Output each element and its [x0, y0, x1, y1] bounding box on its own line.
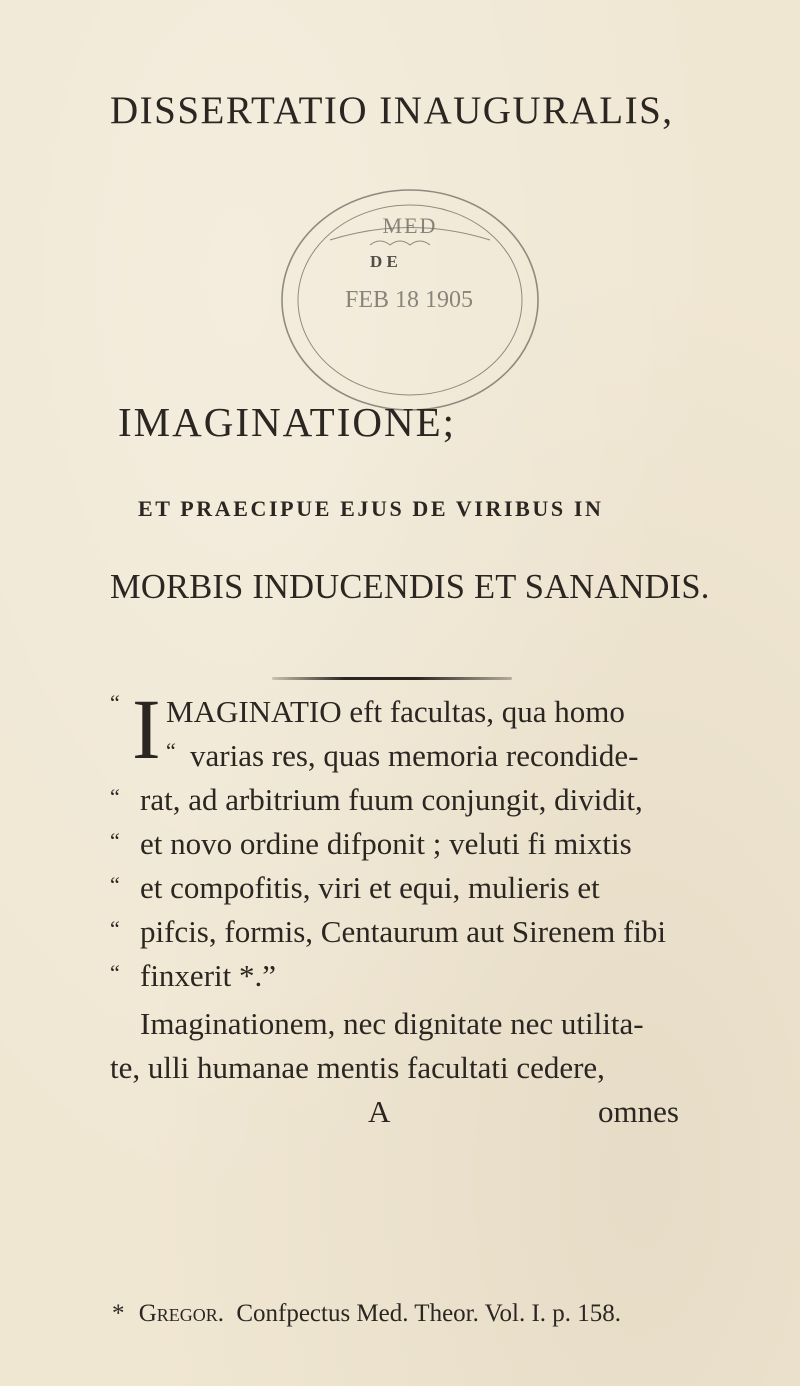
stamp-de: D E — [370, 252, 398, 271]
subtitle-line-1: ET PRAECIPUE EJUS DE VIRIBUS IN — [138, 496, 604, 521]
body-line-2: varias res, quas memoria recondide- — [190, 738, 639, 773]
body-line-1: MAGINATIO eft facultas, qua homo — [166, 694, 625, 729]
quote-mark: “ — [110, 784, 120, 809]
footnote-text: Confpectus Med. Theor. Vol. I. p. 158. — [236, 1300, 622, 1327]
title-line-dissertatio: DISSERTATIO INAUGURALIS, — [110, 89, 674, 132]
stamp-top-text: MED — [382, 213, 438, 238]
body-line-4: et novo ordine difponit ; veluti fi mixtis — [140, 826, 632, 861]
signature-mark: A — [368, 1094, 391, 1129]
footnote-author: Gregor. — [138, 1300, 225, 1327]
body-line-7: finxerit *.” — [140, 958, 277, 993]
stamp-date: FEB 18 1905 — [345, 287, 474, 313]
subtitle-line-2: MORBIS INDUCENDIS ET SANANDIS. — [110, 568, 710, 606]
body-line-3: rat, ad arbitrium fuum conjungit, dividit, — [140, 782, 643, 817]
body-line-8: Imaginationem, nec dignitate nec utilita- — [140, 1006, 644, 1041]
body-line-5: et compofitis, viri et equi, mulieris et — [140, 870, 600, 905]
quote-mark: “ — [110, 828, 120, 853]
title-line-imaginatione: IMAGINATIONE; — [118, 399, 457, 445]
body-line-9: te, ulli humanae mentis facultati cedere, — [110, 1050, 605, 1085]
quote-mark: “ — [110, 916, 120, 941]
quote-mark: “ — [166, 738, 176, 763]
drop-cap: I — [132, 681, 161, 777]
quote-mark: “ — [110, 960, 120, 985]
body-line-6: pifcis, formis, Centaurum aut Sirenem fibi — [140, 914, 667, 949]
quote-mark: “ — [110, 872, 120, 897]
ornamental-rule — [272, 677, 512, 680]
catchword: omnes — [598, 1094, 679, 1129]
quote-mark: “ — [110, 690, 120, 715]
library-stamp — [270, 185, 550, 425]
footnote — [112, 1300, 621, 1328]
footnote-marker: * — [112, 1300, 125, 1327]
